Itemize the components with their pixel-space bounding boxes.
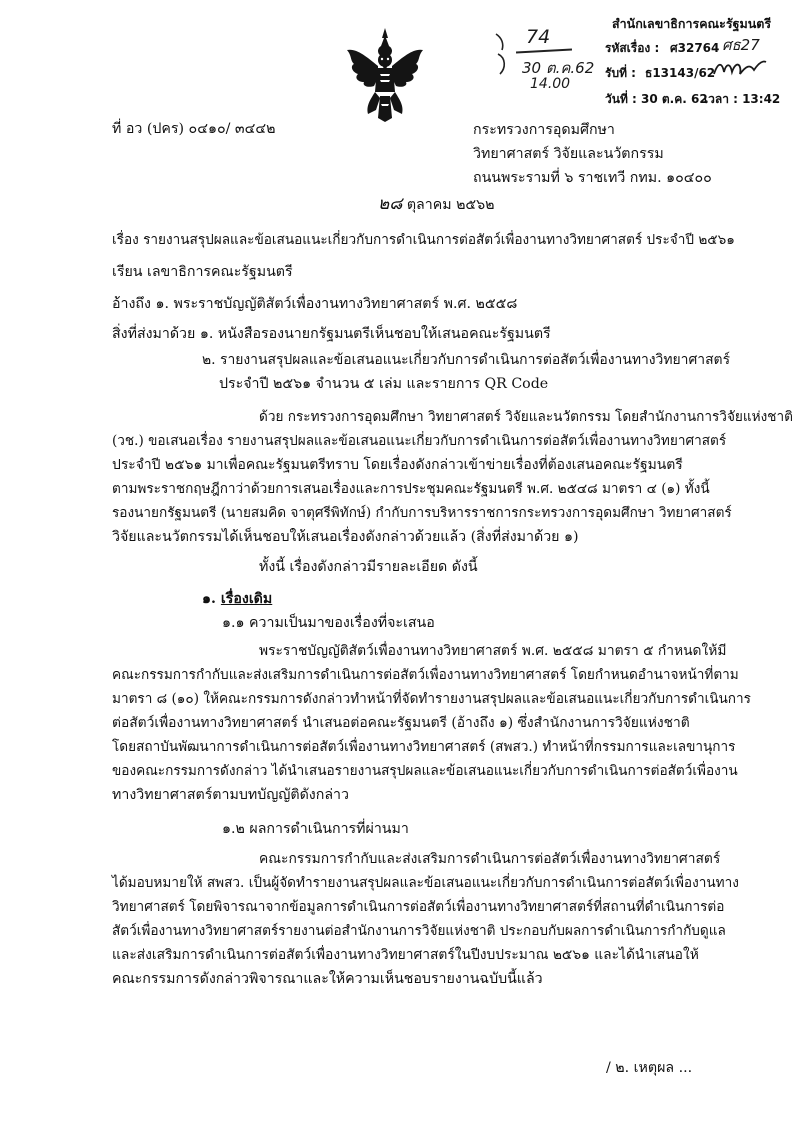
para2-line: ได้มอบหมายให้ สพสว. เป็นผู้จัดทำรายงานสรุปผลและข้อเสนอแนะเกี่ยวกับการดำเนินการต่อสัตว์เพื่องานทาง <box>112 875 739 891</box>
letter-enclosure-1: สิ่งที่ส่งมาด้วย ๑. หนังสือรองนายกรัฐมนตรีเห็นชอบให้เสนอคณะรัฐมนตรี <box>112 326 551 342</box>
letter-subject: เรื่อง รายงานสรุปผลและข้อเสนอแนะเกี่ยวกับการดำเนินการต่อสัตว์เพื่องานทางวิทยาศาสตร์ ประจำปี ๒๕๖๑ <box>112 232 735 248</box>
sender-line-1: กระทรวงการอุดมศึกษา <box>473 122 615 138</box>
intro-line: ตามพระราชกฤษฎีกาว่าด้วยการเสนอเรื่องและการประชุมคณะรัฐมนตรี พ.ศ. ๒๕๔๘ มาตรา ๔ (๑) ทั้งนี้ <box>112 481 710 497</box>
sender-line-2: วิทยาศาสตร์ วิจัยและนวัตกรรม <box>473 146 664 162</box>
section-1-2-heading: ๑.๒ ผลการดำเนินการที่ผ่านมา <box>222 821 409 837</box>
stamp-office: สำนักเลขาธิการคณะรัฐมนตรี <box>612 16 772 31</box>
handwritten-date: 30 ต.ค.62 <box>522 59 595 77</box>
section-1-1-heading: ๑.๑ ความเป็นมาของเรื่องที่จะเสนอ <box>222 615 435 631</box>
section-1-title: เรื่องเดิม <box>220 591 273 607</box>
intro-line: รองนายกรัฐมนตรี (นายสมคิด จาตุศรีพิทักษ์) กำกับการบริหารราชการกระทรวงการอุดมศึกษา วิทยาศาสตร์ <box>112 505 732 521</box>
para2-line: และส่งเสริมการดำเนินการต่อสัตว์เพื่องานทางวิทยาศาสตร์ในปีงบประมาณ ๒๕๖๑ และได้นำเสนอให้ <box>112 947 699 963</box>
para1-line: ของคณะกรรมการดังกล่าว ได้นำเสนอรายงานสรุปผลและข้อเสนอแนะเกี่ยวกับการดำเนินการต่อสัตว์เพื่องาน <box>112 763 738 779</box>
letter-date <box>378 194 495 215</box>
letter-enclosure-2a: ๒. รายงานสรุปผลและข้อเสนอแนะเกี่ยวกับการดำเนินการต่อสัตว์เพื่องานทางวิทยาศาสตร์ <box>202 352 731 368</box>
stamp-subject-code-label: รหัสเรื่อง : <box>605 41 660 55</box>
para1-line: ทางวิทยาศาสตร์ตามบทบัญญัติดังกล่าว <box>112 787 349 803</box>
stamp-subject-code: ศ32764 <box>670 41 720 55</box>
details-intro: ทั้งนี้ เรื่องดังกล่าวมีรายละเอียด ดังนี้ <box>259 559 478 575</box>
letter-reference: อ้างถึง ๑. พระราชบัญญัติสัตว์เพื่องานทางวิทยาศาสตร์ พ.ศ. ๒๕๕๘ <box>112 296 518 312</box>
stamp-date: วันที่ : 30 ต.ค. 62 <box>605 92 708 106</box>
para2-line: วิทยาศาสตร์ โดยพิจารณาจากข้อมูลการดำเนินการต่อสัตว์เพื่องานทางวิทยาศาสตร์ที่สถานที่ดำเนินการต่อ <box>112 899 725 915</box>
garuda-emblem <box>344 26 426 124</box>
intro-line: (วช.) ขอเสนอเรื่อง รายงานสรุปผลและข้อเสนอแนะเกี่ยวกับการดำเนินการต่อสัตว์เพื่องานทางวิทยาศาสตร์ <box>112 433 727 449</box>
section-1-heading <box>202 589 272 609</box>
intro-line: ประจำปี ๒๕๖๑ มาเพื่อคณะรัฐมนตรีทราบ โดยเรื่องดังกล่าวเข้าข่ายเรื่องที่ต้องเสนอคณะรัฐมนตรี <box>112 457 683 473</box>
para1-line: ต่อสัตว์เพื่องานทางวิทยาศาสตร์ นำเสนอต่อคณะรัฐมนตรี (อ้างถึง ๑) ซึ่งสำนักงานการวิจัยแห่งชาติ <box>112 715 690 731</box>
intro-line: วิจัยและนวัตกรรมได้เห็นชอบให้เสนอเรื่องดังกล่าวด้วยแล้ว (สิ่งที่ส่งมาด้วย ๑) <box>112 529 579 545</box>
stamp-received-label: รับที่ : <box>605 66 636 80</box>
handwritten-bracket <box>492 30 516 100</box>
continued-marker: / ๒. เหตุผล ... <box>606 1060 693 1076</box>
para2-line: คณะกรรมการกำกับและส่งเสริมการดำเนินการต่อสัตว์เพื่องานทางวิทยาศาสตร์ <box>259 851 721 867</box>
stamp-time: เวลา : 13:42 <box>704 92 781 106</box>
intro-line: ด้วย กระทรวงการอุดมศึกษา วิทยาศาสตร์ วิจัยและนวัตกรรม โดยสำนักงานการวิจัยแห่งชาติ <box>259 409 793 425</box>
handwritten-number: 74 <box>526 26 551 48</box>
section-1-number: ๑. <box>202 591 216 607</box>
sender-line-3: ถนนพระรามที่ ๖ ราชเทวี กทม. ๑๐๔๐๐ <box>473 170 712 186</box>
letter-date-rest: ตุลาคม ๒๕๖๒ <box>406 197 495 213</box>
stamp-signature <box>712 56 768 80</box>
para2-line: สัตว์เพื่องานทางวิทยาศาสตร์รายงานต่อสำนักงานการวิจัยแห่งชาติ ประกอบกับผลการดำเนินการกำกับดูแล <box>112 923 726 939</box>
para1-line: พระราชบัญญัติสัตว์เพื่องานทางวิทยาศาสตร์ พ.ศ. ๒๕๕๘ มาตรา ๕ กำหนดให้มี <box>259 643 727 659</box>
stamp-handwritten-note: ศธ27 <box>722 36 760 54</box>
para2-line: คณะกรรมการดังกล่าวพิจารณาและให้ความเห็นชอบรายงานฉบับนี้แล้ว <box>112 971 543 987</box>
para1-line: คณะกรรมการกำกับและส่งเสริมการดำเนินการต่อสัตว์เพื่องานทางวิทยาศาสตร์ โดยกำหนดอำนาจหน้าที่ตาม <box>112 667 739 683</box>
para1-line: โดยสถาบันพัฒนาการดำเนินการต่อสัตว์เพื่องานทางวิทยาศาสตร์ (สพสว.) ทำหน้าที่กรรมการและเลขานุการ <box>112 739 736 755</box>
handwritten-time: 14.00 <box>530 76 571 92</box>
letter-ref-no: ที่ อว (ปคร) ๐๔๑๐/ ๓๔๔๒ <box>112 121 276 137</box>
handwritten-underline <box>516 49 572 54</box>
letter-date-day: ๒๘ <box>378 194 403 214</box>
stamp-received-no: ธ13143/62 <box>645 66 716 80</box>
letter-to: เรียน เลขาธิการคณะรัฐมนตรี <box>112 264 293 280</box>
letter-enclosure-2b: ประจำปี ๒๕๖๑ จำนวน ๕ เล่ม และรายการ QR Code <box>219 376 549 392</box>
para1-line: มาตรา ๘ (๑๐) ให้คณะกรรมการดังกล่าวทำหน้าที่จัดทำรายงานสรุปผลและข้อเสนอแนะเกี่ยวกับการดำเนินการ <box>112 691 751 707</box>
